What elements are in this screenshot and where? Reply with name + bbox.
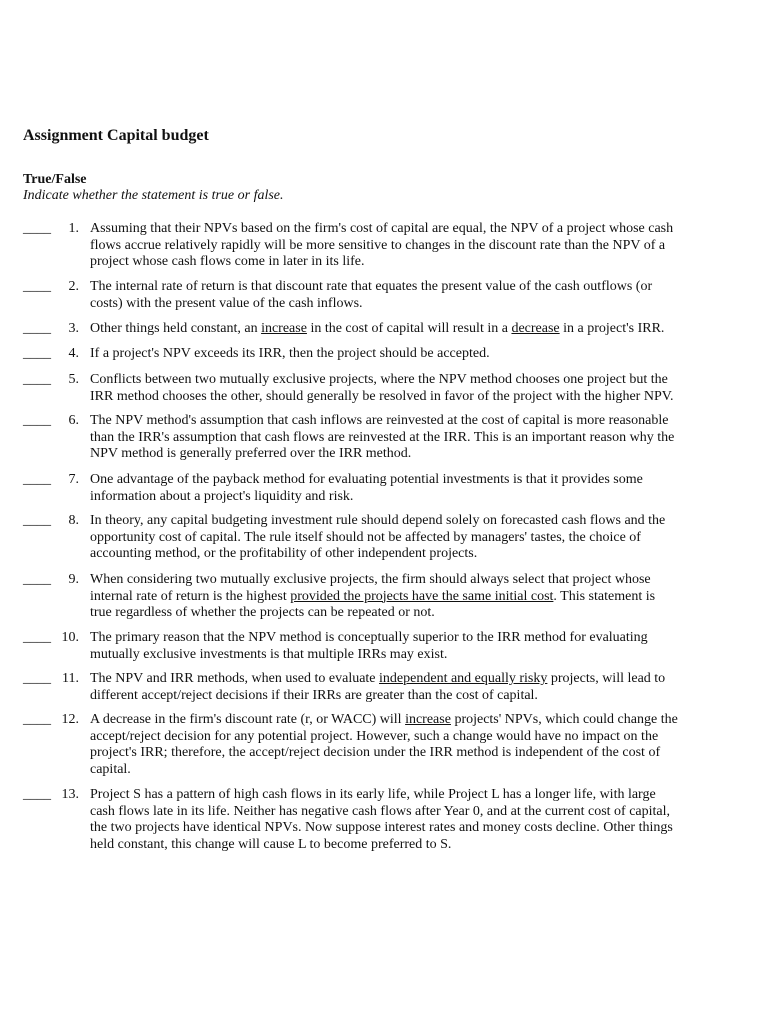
answer-blank[interactable]: ____	[23, 279, 51, 294]
answer-blank[interactable]: ____	[23, 630, 51, 645]
underlined-phrase: increase	[405, 712, 451, 727]
question-number: 3.	[68, 321, 79, 336]
answer-blank[interactable]: ____	[23, 372, 51, 387]
document-title: Assignment Capital budget	[23, 127, 209, 144]
question-number: 11.	[62, 671, 79, 686]
underlined-phrase: provided the projects have the same initial cost	[290, 588, 554, 604]
question-text: If a project's NPV exceeds its IRR, then the project should be accepted.	[90, 346, 490, 361]
question-number: 1.	[68, 221, 79, 236]
question-number: 13.	[61, 787, 79, 802]
question-number: 7.	[68, 472, 79, 487]
section-heading: True/False	[23, 172, 87, 187]
question-number: 6.	[68, 413, 79, 428]
question-text: A decrease in the firm's discount rate (r, or WACC) will increase projects' NPVs, which could change the accept/reject decision for any potential project. However, such a change would have no impact on the project's IRR; therefore, the accept/reject decision under the IRR method is independent of the cost of capital.	[90, 712, 678, 777]
underlined-phrase: decrease	[511, 321, 560, 336]
answer-blank[interactable]: ____	[23, 321, 51, 336]
answer-blank[interactable]: ____	[23, 671, 51, 686]
answer-blank[interactable]: ____	[23, 221, 51, 236]
question-number: 4.	[68, 346, 79, 361]
question-text: The NPV method's assumption that cash inflows are reinvested at the cost of capital is more reasonable than the IRR's assumption that cash flows are reinvested at the IRR. This is an important reason why the NPV method is generally preferred over the IRR method.	[90, 413, 675, 461]
question-text: The NPV and IRR methods, when used to evaluate independent and equally risky projects, will lead to different accept/reject decisions if their IRRs are greater than the cost of capital.	[90, 671, 666, 703]
question-number: 5.	[68, 372, 79, 387]
question-text: The primary reason that the NPV method is conceptually superior to the IRR method for evaluating mutually exclusive investments is that multiple IRRs may exist.	[90, 630, 648, 662]
question-number: 8.	[68, 513, 79, 528]
answer-blank[interactable]: ____	[23, 787, 51, 802]
question-text: The internal rate of return is that discount rate that equates the present value of the cash outflows (or costs) with the present value of the cash inflows.	[90, 279, 653, 311]
underlined-phrase: increase	[261, 321, 307, 336]
answer-blank[interactable]: ____	[23, 572, 51, 587]
underlined-phrase: independent and equally risky	[379, 671, 548, 686]
question-text: Other things held constant, an increase in the cost of capital will result in a decrease in a project's IRR.	[90, 321, 665, 336]
question-number: 12.	[61, 712, 79, 727]
question-text: When considering two mutually exclusive projects, the firm should always select that project whose internal rate of return is the highest provided the projects have the same initial cost. This statement is true regardless of whether the projects can be repeated or not.	[90, 572, 656, 620]
question-text: Conflicts between two mutually exclusive projects, where the NPV method chooses one project but the IRR method chooses the other, should generally be resolved in favor of the project with the higher NPV.	[90, 372, 674, 404]
answer-blank[interactable]: ____	[23, 712, 51, 727]
section-instructions: Indicate whether the statement is true or false.	[23, 188, 284, 203]
question-number: 9.	[68, 572, 79, 587]
question-text: Assuming that their NPVs based on the firm's cost of capital are equal, the NPV of a project whose cash flows accrue relatively rapidly will be more sensitive to changes in the discount rate than the NPV of a project whose cash flows come in later in its life.	[90, 221, 674, 269]
answer-blank[interactable]: ____	[23, 513, 51, 528]
answer-blank[interactable]: ____	[23, 472, 51, 487]
question-text: One advantage of the payback method for evaluating potential investments is that it provides some information about a project's liquidity and risk.	[90, 472, 643, 504]
question-text: Project S has a pattern of high cash flows in its early life, while Project L has a longer life, with large cash flows late in its life. Neither has negative cash flows after Year 0, and at the current cost of capital, the two projects have identical NPVs. Now suppose interest rates and money costs decline. Other things held constant, this change will cause L to become preferred to S.	[90, 787, 673, 852]
question-number: 2.	[68, 279, 79, 294]
answer-blank[interactable]: ____	[23, 413, 51, 428]
answer-blank[interactable]: ____	[23, 346, 51, 361]
question-number: 10.	[61, 630, 79, 645]
question-text: In theory, any capital budgeting investment rule should depend solely on forecasted cash flows and the opportunity cost of capital. The rule itself should not be affected by managers' tastes, the choice of accounting method, or the profitability of other independent projects.	[90, 513, 666, 561]
